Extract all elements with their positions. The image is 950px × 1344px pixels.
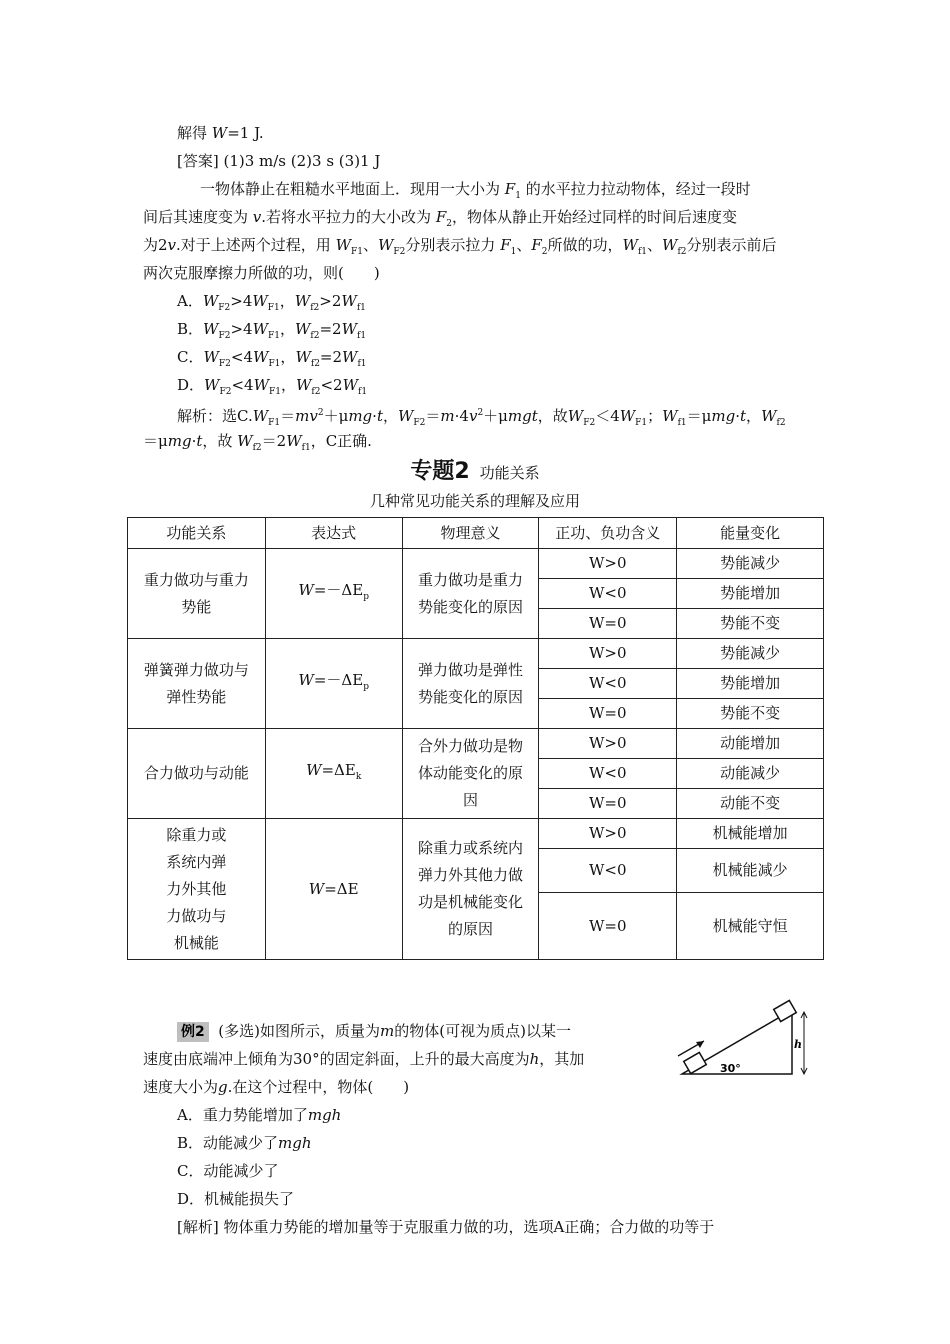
energy-change-cell: 机械能增加 [677,819,824,849]
option-c: C．$W_{F2}<4W_{F1}$，$W_{f2}=2W_{f1}$ [177,348,367,369]
table-row [128,819,824,849]
example-option-d: D．机械能损失了 [177,1190,295,1208]
work-sign-cell: W=0 [539,893,677,960]
relation-cell: 弹簧弹力做功与 弹性势能 [128,639,266,729]
incline-figure [670,996,820,1086]
option-a: A．$W_{F2}>4W_{F1}$，$W_{f2}>2W_{f1}$ [177,292,366,313]
meaning-cell: 弹力做功是弹性 势能变化的原因 [402,639,539,729]
table-header: 功能关系 [128,518,266,549]
example-option-a: A．重力势能增加了mgh [177,1106,342,1124]
energy-change-cell: 机械能减少 [677,849,824,893]
work-sign-cell: W>0 [539,549,677,579]
example-badge: 例2 [177,1022,209,1042]
table-row [128,549,824,579]
energy-change-cell: 势能增加 [677,669,824,699]
table-header: 正功、负功含义 [539,518,677,549]
table-header: 表达式 [265,518,402,549]
example-analysis: [解析] 物体重力势能的增加量等于克服重力做的功，选项A正确；合力做的功等于 [177,1218,715,1236]
work-sign-cell: W=0 [539,699,677,729]
question-line-1: 一物体静止在粗糙水平地面上．现用一大小为 $F_1$ 的水平拉力拉动物体，经过一段时 [200,180,751,201]
table-header: 物理意义 [402,518,539,549]
question-line-3: 为2v.对于上述两个过程，用 $W_{F1}$、$W_{F2}$分别表示拉力 $F_1$、$F_2$所做的功，$W_{f1}$、$W_{f2}$分别表示前后 [143,236,777,257]
table-caption: 几种常见功能关系的理解及应用 [369,492,580,510]
answer-line: [答案] (1)3 m/s (2)3 s (3)1 J [177,152,381,170]
work-sign-cell: W<0 [539,669,677,699]
analysis-line-2: ＝μmg·t，故 $W_{f2}=2W_{f1}$，C正确. [143,432,372,453]
energy-change-cell: 动能不变 [677,789,824,819]
energy-change-cell: 机械能守恒 [677,893,824,960]
work-sign-cell: W<0 [539,579,677,609]
expression-cell: $W=-\Delta E_p$ [265,549,402,639]
energy-change-cell: 动能增加 [677,729,824,759]
work-sign-cell: W>0 [539,729,677,759]
solution-line: 解得 W=1 J. [177,124,264,142]
example-option-b: B．动能减少了mgh [177,1134,312,1152]
energy-change-cell: 势能不变 [677,609,824,639]
example-option-c: C．动能减少了 [177,1162,279,1180]
example-line-1: 例2 (多选)如图所示，质量为m的物体(可视为质点)以某一 [177,1020,571,1042]
question-line-4: 两次克服摩擦力所做的功，则( ) [143,264,380,282]
example-line-3: 速度大小为g.在这个过程中，物体( ) [143,1078,410,1096]
energy-change-cell: 动能减少 [677,759,824,789]
example-line-2: 速度由底端冲上倾角为30°的固定斜面，上升的最大高度为h，其加 [143,1050,585,1068]
question-line-2: 间后其速度变为 v.若将水平拉力的大小改为 $F_2$，物体从静止开始经过同样的时间后速度变 [143,208,737,229]
height-label: h [794,1038,802,1051]
relation-cell: 重力做功与重力 势能 [128,549,266,639]
expression-cell: $W=-\Delta E_p$ [265,639,402,729]
meaning-cell: 合外力做功是物 体动能变化的原 因 [402,729,539,819]
relation-cell: 合力做功与动能 [128,729,266,819]
work-sign-cell: W<0 [539,849,677,893]
energy-change-cell: 势能不变 [677,699,824,729]
analysis-line-1: 解析：选$C.W_{F1}=mv^2+\mu mg\cdot t$，$W_{F2}=m\cdot 4v^2+\mu mgt$，故$W_{F2}<4W_{F1}$；$W_{f1}=\mu mg\cdot t$，$W_{f2}$ [177,407,786,428]
work-sign-cell: W=0 [539,789,677,819]
energy-change-cell: 势能减少 [677,549,824,579]
work-sign-cell: W>0 [539,819,677,849]
work-sign-cell: W>0 [539,639,677,669]
work-sign-cell: W<0 [539,759,677,789]
relation-cell: 除重力或 系统内弹 力外其他 力做功与 机械能 [128,819,266,960]
energy-change-cell: 势能减少 [677,639,824,669]
expression-cell: $W=\Delta E_k$ [265,729,402,819]
meaning-cell: 重力做功是重力 势能变化的原因 [402,549,539,639]
table-row [128,729,824,759]
meaning-cell: 除重力或系统内 弹力外其他力做 功是机械能变化 的原因 [402,819,539,960]
table-row [128,639,824,669]
table-header-row [128,518,824,549]
table-header: 能量变化 [677,518,824,549]
energy-relation-table [127,517,824,960]
energy-change-cell: 势能增加 [677,579,824,609]
option-d: D．$W_{F2}<4W_{F1}$，$W_{f2}<2W_{f1}$ [177,376,368,397]
expression-cell: W=ΔE [265,819,402,960]
option-b: B．$W_{F2}>4W_{F1}$，$W_{f2}=2W_{f1}$ [177,320,367,341]
angle-label: 30° [720,1062,741,1075]
section-title: 专题2 功能关系 [410,459,540,484]
work-sign-cell: W=0 [539,609,677,639]
